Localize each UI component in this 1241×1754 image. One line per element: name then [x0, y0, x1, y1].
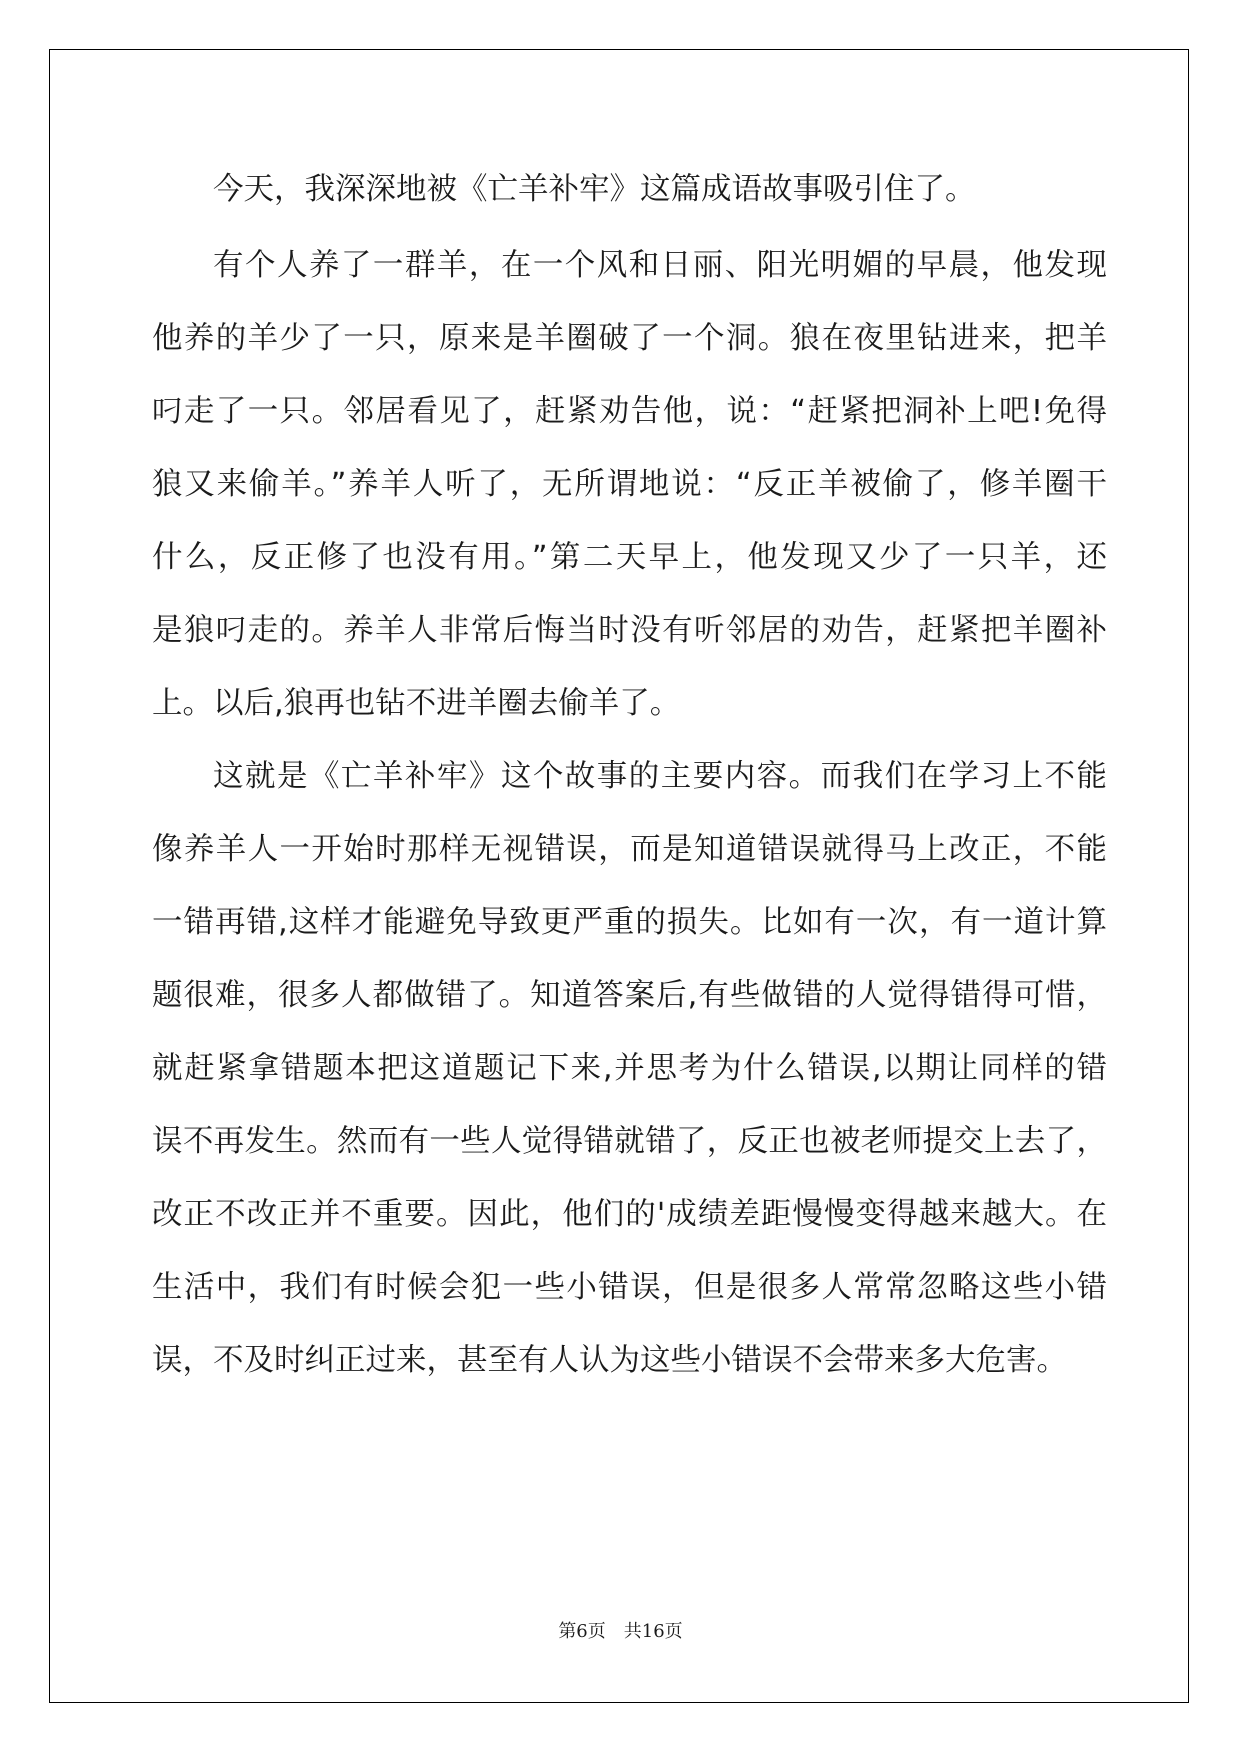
page-number-footer: 第6页 共16页 [558, 1621, 683, 1642]
text-line-5: 狼又来偷羊。”养羊人听了，无所谓地说：“反正羊被偷了，修羊圈干 [152, 467, 1107, 502]
text-line-6: 什么，反正修了也没有用。”第二天早上，他发现又少了一只羊，还 [152, 540, 1107, 575]
text-line-12: 题很难，很多人都做错了。知道答案后,有些做错的人觉得错得可惜， [152, 978, 1107, 1013]
text-line-14: 误不再发生。然而有一些人觉得错就错了，反正也被老师提交上去了， [152, 1124, 1107, 1159]
text-line-17: 误，不及时纠正过来，甚至有人认为这些小错误不会带来多大危害。 [152, 1343, 1067, 1378]
text-line-9: 这就是《亡羊补牢》这个故事的主要内容。而我们在学习上不能 [213, 759, 1107, 794]
text-line-8: 上。以后,狼再也钻不进羊圈去偷羊了。 [152, 686, 681, 721]
text-line-3: 他养的羊少了一只，原来是羊圈破了一个洞。狼在夜里钻进来，把羊 [152, 321, 1107, 356]
text-line-11: 一错再错,这样才能避免导致更严重的损失。比如有一次，有一道计算 [152, 905, 1107, 940]
text-line-10: 像养羊人一开始时那样无视错误，而是知道错误就得马上改正，不能 [152, 832, 1107, 867]
text-line-2: 有个人养了一群羊，在一个风和日丽、阳光明媚的早晨，他发现 [213, 248, 1107, 283]
text-line-4: 叼走了一只。邻居看见了，赶紧劝告他，说：“赶紧把洞补上吧!免得 [152, 394, 1107, 429]
text-line-7: 是狼叼走的。养羊人非常后悔当时没有听邻居的劝告，赶紧把羊圈补 [152, 613, 1107, 648]
text-line-15: 改正不改正并不重要。因此，他们的'成绩差距慢慢变得越来越大。在 [152, 1197, 1107, 1232]
text-line-16: 生活中，我们有时候会犯一些小错误，但是很多人常常忽略这些小错 [152, 1270, 1107, 1305]
page-border [49, 49, 1189, 1703]
text-line-1: 今天，我深深地被《亡羊补牢》这篇成语故事吸引住了。 [213, 172, 976, 207]
text-line-13: 就赶紧拿错题本把这道题记下来,并思考为什么错误,以期让同样的错 [152, 1051, 1107, 1086]
